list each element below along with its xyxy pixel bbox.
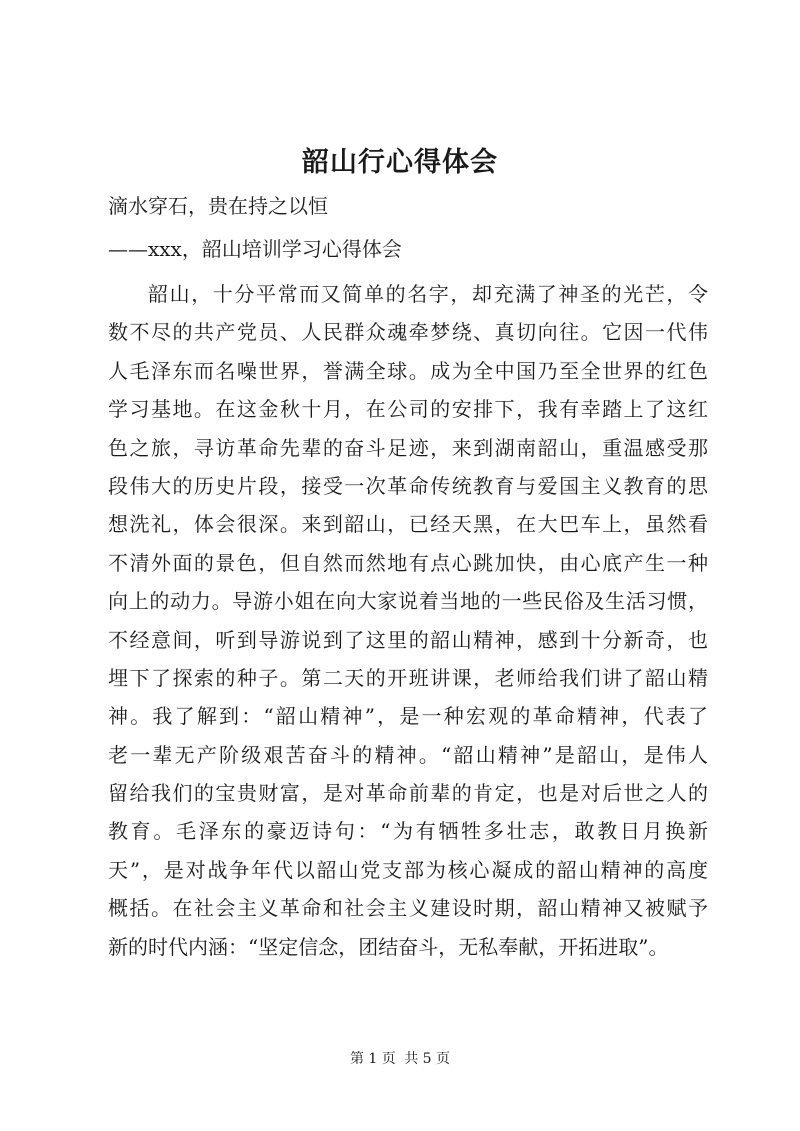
- paragraph-line: 埋下了探索的种子。第二天的开班讲课，老师给我们讲了韶山精: [108, 665, 708, 690]
- paragraph-line: 不清外面的景色，但自然而然地有点心跳加快，由心底产生一种: [108, 550, 708, 575]
- paragraph-line: 概括。在社会主义革命和社会主义建设时期，韶山精神又被赋予: [108, 896, 708, 921]
- paragraph-line: 教育。毛泽东的豪迈诗句：“为有牺牲多壮志，敢教日月换新: [108, 819, 708, 844]
- paragraph-line: 色之旅，寻访革命先辈的奋斗足迹，来到湖南韶山，重温感受那: [108, 435, 708, 460]
- paragraph-line: 留给我们的宝贵财富，是对革命前辈的肯定，也是对后世之人的: [108, 781, 708, 806]
- paragraph-line: 学习基地。在这金秋十月，在公司的安排下，我有幸踏上了这红: [108, 397, 708, 422]
- byline: ——xxx，韶山培训学习心得体会: [108, 237, 402, 261]
- paragraph-line: 想洗礼，体会很深。来到韶山，已经天黑，在大巴车上，虽然看: [108, 512, 708, 537]
- paragraph-line: 数不尽的共产党员、人民群众魂牵梦绕、真切向往。它因一代伟: [108, 320, 708, 345]
- body-paragraph: [108, 275, 708, 966]
- paragraph-line: 人毛泽东而名噪世界，誉满全球。成为全中国乃至全世界的红色: [108, 358, 708, 383]
- paragraph-line: 新的时代内涵：“坚定信念，团结奋斗，无私奉献，开拓进取”。: [108, 934, 669, 959]
- page-footer: [0, 1048, 800, 1068]
- paragraph-line: 向上的动力。导游小姐在向大家说着当地的一些民俗及生活习惯，: [108, 589, 708, 614]
- paragraph-line: 不经意间，听到导游说到了这里的韶山精神，感到十分新奇，也: [108, 627, 708, 652]
- paragraph-line: 老一辈无产阶级艰苦奋斗的精神。“韶山精神”是韶山，是伟人: [108, 742, 708, 767]
- paragraph-line: 韶山，十分平常而又简单的名字，却充满了神圣的光芒，令: [148, 282, 708, 306]
- paragraph-line: 段伟大的历史片段，接受一次革命传统教育与爱国主义教育的思: [108, 473, 708, 498]
- paragraph-line: 神。我了解到：“韶山精神”，是一种宏观的革命精神，代表了: [108, 704, 708, 729]
- paragraph-line: 天”，是对战争年代以韶山党支部为核心凝成的韶山精神的高度: [108, 857, 708, 882]
- motto-line: 滴水穿石，贵在持之以恒: [108, 194, 328, 218]
- page-number: 第 1 页: [349, 1051, 396, 1067]
- page-title: 韶山行心得体会: [302, 147, 498, 178]
- page-total: 共 5 页: [404, 1051, 451, 1067]
